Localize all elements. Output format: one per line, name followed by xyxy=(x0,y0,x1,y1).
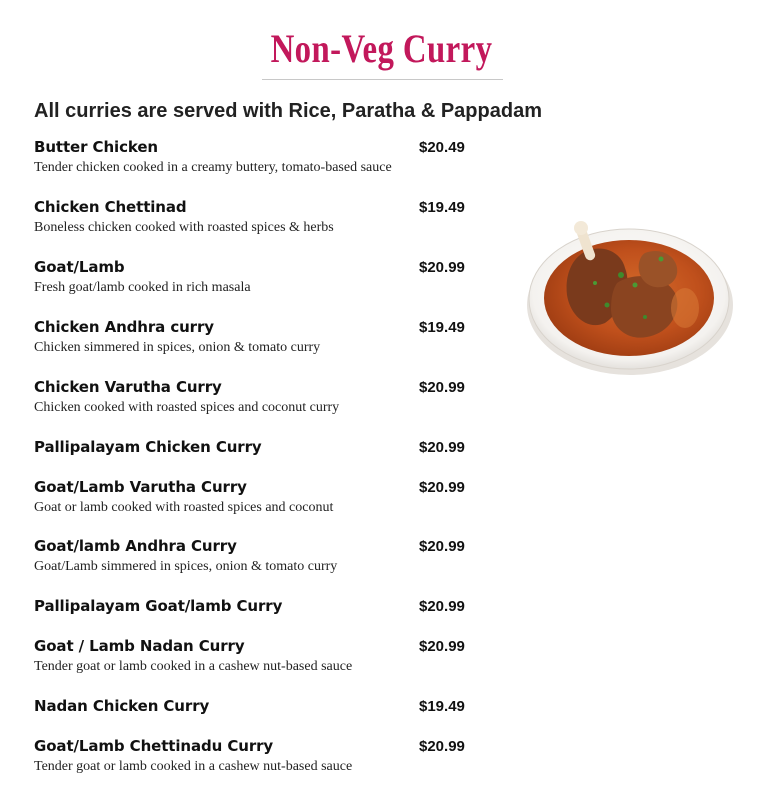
item-description: Goat/Lamb simmered in spices, onion & tomato curry xyxy=(34,559,338,574)
item-price: $20.99 xyxy=(419,538,465,555)
item-name: Goat/Lamb Varutha Curry xyxy=(34,478,247,496)
item-price: $19.49 xyxy=(419,199,465,216)
item-description: Goat or lamb cooked with roasted spices and coconut xyxy=(34,500,334,515)
item-name: Goat/lamb Andhra Curry xyxy=(34,537,237,555)
item-name: Pallipalayam Goat/lamb Curry xyxy=(34,597,283,615)
page-title: Non-Veg Curry xyxy=(270,26,493,71)
menu-subtitle: All curries are served with Rice, Paratha & Pappadam xyxy=(34,100,542,122)
herb-garnish xyxy=(593,281,597,285)
herb-garnish xyxy=(659,257,664,262)
title-divider xyxy=(262,79,503,80)
item-name: Goat/Lamb xyxy=(34,258,125,276)
herb-garnish xyxy=(643,315,647,319)
item-name: Chicken Chettinad xyxy=(34,198,187,216)
sauce-highlight xyxy=(671,288,699,328)
item-description: Chicken simmered in spices, onion & tomato curry xyxy=(34,340,321,355)
item-description: Boneless chicken cooked with roasted spices & herbs xyxy=(34,220,334,235)
item-price: $20.99 xyxy=(419,379,465,396)
item-name: Chicken Varutha Curry xyxy=(34,378,222,396)
curry-bowl-photo xyxy=(525,213,735,378)
herb-garnish xyxy=(633,283,638,288)
item-price: $20.99 xyxy=(419,439,465,456)
item-price: $20.99 xyxy=(419,479,465,496)
item-name: Chicken Andhra curry xyxy=(34,318,214,336)
item-description: Chicken cooked with roasted spices and coconut curry xyxy=(34,400,340,415)
item-price: $19.49 xyxy=(419,319,465,336)
item-price: $20.99 xyxy=(419,738,465,755)
item-description: Tender chicken cooked in a creamy buttery, tomato-based sauce xyxy=(34,160,392,175)
item-price: $20.99 xyxy=(419,598,465,615)
item-name: Pallipalayam Chicken Curry xyxy=(34,438,262,456)
item-name: Goat / Lamb Nadan Curry xyxy=(34,637,245,655)
item-price: $20.99 xyxy=(419,259,465,276)
item-name: Butter Chicken xyxy=(34,138,158,156)
item-description: Fresh goat/lamb cooked in rich masala xyxy=(34,280,251,295)
item-name: Goat/Lamb Chettinadu Curry xyxy=(34,737,274,755)
item-price: $20.99 xyxy=(419,638,465,655)
item-price: $20.49 xyxy=(419,139,465,156)
item-price: $19.49 xyxy=(419,698,465,715)
bone-end xyxy=(574,221,588,235)
herb-garnish xyxy=(605,303,610,308)
item-name: Nadan Chicken Curry xyxy=(34,697,210,715)
herb-garnish xyxy=(618,272,624,278)
item-description: Tender goat or lamb cooked in a cashew nut-based sauce xyxy=(34,759,353,774)
item-description: Tender goat or lamb cooked in a cashew nut-based sauce xyxy=(34,659,353,674)
